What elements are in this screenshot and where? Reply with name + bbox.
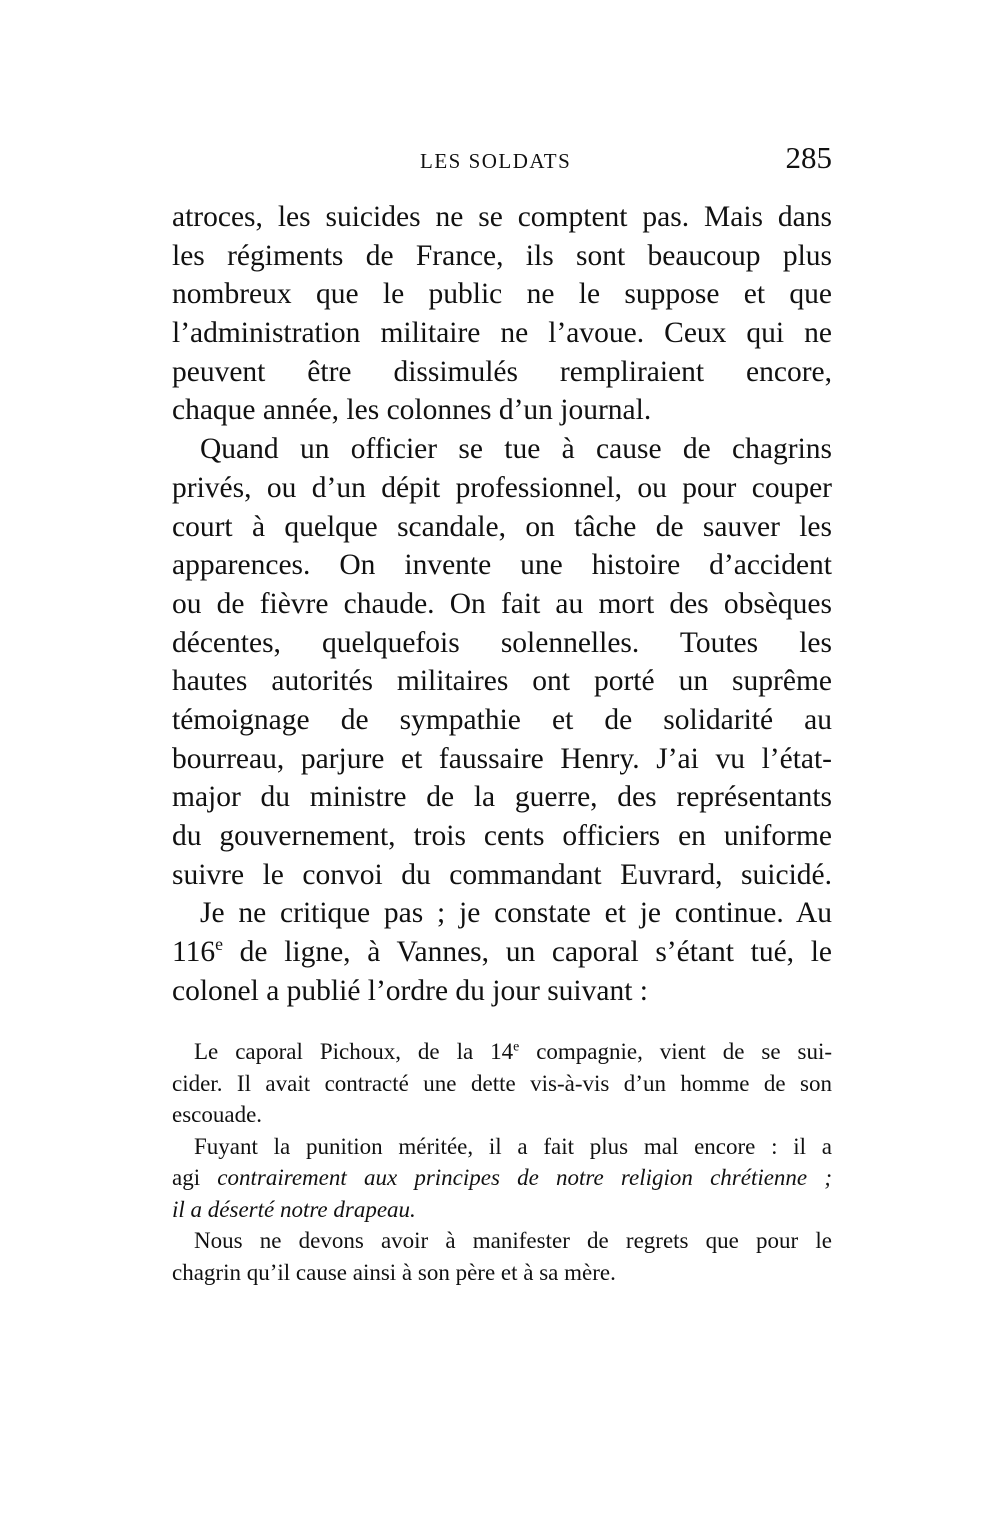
text-line: Je ne critique pas ; je constate et je continue. Au <box>200 897 832 930</box>
emphasized-text: contrairement aux principes de notre religion chrétienne ; <box>217 1165 832 1190</box>
page-header <box>172 140 832 180</box>
text-line: atroces, les suicides ne se comptent pas. Mais dans <box>172 201 832 233</box>
order-of-the-day-quote <box>172 1036 832 1288</box>
text-line: du gouvernement, trois cents officiers en uniforme <box>172 820 832 852</box>
text-line: court à quelque scandale, on tâche de sauver les <box>172 510 832 543</box>
text-line: chaque année, les colonnes d’un journal. <box>172 394 652 427</box>
text-line: ou de fièvre chaude. On fait au mort des obsèques <box>172 587 832 620</box>
running-title: LES SOLDATS <box>420 149 572 173</box>
text-line: les régiments de France, ils sont beaucoup plus <box>172 239 832 272</box>
text-line: peuvent être dissimulés rempliraient encore, <box>172 355 832 388</box>
text-line: bourreau, parjure et faussaire Henry. J’ai vu l’état- <box>172 742 832 775</box>
quote-line: Nous ne devons avoir à manifester de regrets que pour le <box>194 1228 832 1253</box>
text-line: hautes autorités militaires ont porté un suprême <box>172 665 832 698</box>
text-line: suivre le convoi du commandant Euvrard, suicidé. <box>172 858 832 891</box>
quote-line: chagrin qu’il cause ainsi à son père et à sa mère. <box>172 1259 616 1285</box>
text-line: apparences. On invente une histoire d’accident <box>172 549 832 582</box>
body-text <box>172 198 832 1010</box>
text-line: nombreux que le public ne le suppose et que <box>172 278 832 311</box>
quote-line: Fuyant la punition méritée, il a fait plus mal encore : il a <box>194 1133 832 1159</box>
quote-line <box>172 1162 832 1194</box>
quote-line <box>172 1036 832 1068</box>
text-line: l’administration militaire ne l’avoue. Ceux qui ne <box>172 317 832 350</box>
quote-line: il a déserté notre drapeau. <box>172 1196 416 1222</box>
text-line <box>172 933 832 972</box>
text-line: colonel a publié l’ordre du jour suivant : <box>172 974 648 1007</box>
regiment-number: 116 <box>172 936 216 969</box>
ordinal-suffix: e <box>513 1038 520 1054</box>
page-number: 285 <box>785 140 832 175</box>
text-line: témoignage de sympathie et de solidarité au <box>172 703 832 736</box>
text-line: major du ministre de la guerre, des représentants <box>172 781 832 814</box>
text-fragment: agi <box>172 1165 218 1190</box>
text-line: privés, ou d’un dépit professionnel, ou pour couper <box>172 471 832 504</box>
text-line: Quand un officier se tue à cause de chagrins <box>200 433 832 466</box>
quote-line: cider. Il avait contracté une dette vis-à-vis d’un homme de son <box>172 1070 832 1096</box>
ordinal-suffix: e <box>215 934 224 955</box>
text-fragment: compagnie, vient de se sui- <box>519 1039 832 1064</box>
quote-line: escouade. <box>172 1102 263 1127</box>
text-line: décentes, quelquefois solennelles. Toutes les <box>172 626 832 659</box>
text-fragment: de ligne, à Vannes, un caporal s’étant tué, le <box>223 936 832 969</box>
text-fragment: Le caporal Pichoux, de la 14 <box>194 1039 514 1064</box>
